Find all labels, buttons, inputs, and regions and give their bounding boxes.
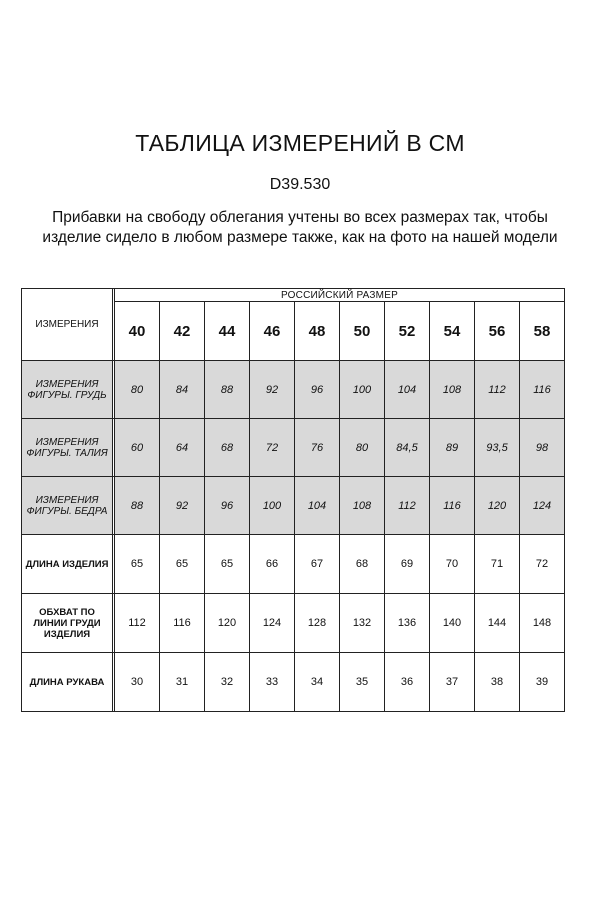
table-cell: 65 (115, 535, 160, 594)
table-cell: 65 (160, 535, 205, 594)
fit-note (0, 208, 600, 248)
table-cell: 124 (250, 594, 295, 653)
table-cell: 68 (340, 535, 385, 594)
row-label: ИЗМЕРЕНИЯ ФИГУРЫ. ТАЛИЯ (21, 419, 113, 477)
table-cell: 108 (340, 477, 385, 535)
size-header-50: 50 (340, 302, 385, 361)
row-label: ИЗМЕРЕНИЯ ФИГУРЫ. ГРУДЬ (21, 361, 113, 419)
row-label: ДЛИНА РУКАВА (21, 653, 113, 712)
table-cell: 104 (385, 361, 430, 419)
table-cell: 120 (205, 594, 250, 653)
table-cell: 66 (250, 535, 295, 594)
table-cell: 64 (160, 419, 205, 477)
table-cell: 68 (205, 419, 250, 477)
table-cell: 132 (340, 594, 385, 653)
table-row (21, 477, 565, 535)
table-cell: 31 (160, 653, 205, 712)
table-cell: 112 (385, 477, 430, 535)
table-cell: 37 (430, 653, 475, 712)
size-header-54: 54 (430, 302, 475, 361)
table-cell: 93,5 (475, 419, 520, 477)
table-cell: 71 (475, 535, 520, 594)
table-cell: 116 (430, 477, 475, 535)
table-cell: 116 (520, 361, 565, 419)
size-header-56: 56 (475, 302, 520, 361)
size-header-40: 40 (115, 302, 160, 361)
table-cell: 84 (160, 361, 205, 419)
table-cell: 70 (430, 535, 475, 594)
table-cell: 112 (115, 594, 160, 653)
table-cell: 30 (115, 653, 160, 712)
table-cell: 35 (340, 653, 385, 712)
table-cell: 65 (205, 535, 250, 594)
product-code: D39.530 (269, 176, 331, 193)
table-cell: 88 (115, 477, 160, 535)
page-title: ТАБЛИЦА ИЗМЕРЕНИЙ В СМ (135, 130, 465, 156)
size-header-52: 52 (385, 302, 430, 361)
table-cell: 96 (205, 477, 250, 535)
row-label: ОБХВАТ ПО ЛИНИИ ГРУДИ ИЗДЕЛИЯ (21, 594, 113, 653)
size-header-46: 46 (250, 302, 295, 361)
table-cell: 76 (295, 419, 340, 477)
table-cell: 36 (385, 653, 430, 712)
table-cell: 98 (520, 419, 565, 477)
table-cell: 100 (250, 477, 295, 535)
table-cell: 116 (160, 594, 205, 653)
table-cell: 96 (295, 361, 340, 419)
header-measurements-label: ИЗМЕРЕНИЯ (21, 288, 113, 361)
table-cell: 60 (115, 419, 160, 477)
size-header-44: 44 (205, 302, 250, 361)
table-cell: 67 (295, 535, 340, 594)
size-header-42: 42 (160, 302, 205, 361)
table-row (21, 419, 565, 477)
fit-note-line: изделие сидело в любом размере также, как на фото на нашей модели (42, 229, 558, 246)
size-header-58: 58 (520, 302, 565, 361)
table-cell: 144 (475, 594, 520, 653)
table-cell: 69 (385, 535, 430, 594)
table-cell: 92 (250, 361, 295, 419)
table-cell: 92 (160, 477, 205, 535)
size-table (21, 288, 565, 712)
table-row (21, 653, 565, 712)
table-cell: 34 (295, 653, 340, 712)
table-cell: 33 (250, 653, 295, 712)
table-cell: 80 (340, 419, 385, 477)
table-row (21, 361, 565, 419)
table-cell: 128 (295, 594, 340, 653)
table-cell: 88 (205, 361, 250, 419)
table-cell: 39 (520, 653, 565, 712)
table-cell: 140 (430, 594, 475, 653)
table-cell: 100 (340, 361, 385, 419)
russian-size-header: РОССИЙСКИЙ РАЗМЕР (115, 288, 565, 302)
table-cell: 84,5 (385, 419, 430, 477)
table-row (21, 594, 565, 653)
table-cell: 148 (520, 594, 565, 653)
table-cell: 89 (430, 419, 475, 477)
table-cell: 136 (385, 594, 430, 653)
table-cell: 108 (430, 361, 475, 419)
table-cell: 80 (115, 361, 160, 419)
table-cell: 72 (520, 535, 565, 594)
table-cell: 112 (475, 361, 520, 419)
table-cell: 120 (475, 477, 520, 535)
table-cell: 38 (475, 653, 520, 712)
fit-note-line: Прибавки на свободу облегания учтены во всех размерах так, чтобы (52, 209, 548, 226)
table-cell: 104 (295, 477, 340, 535)
row-label: ИЗМЕРЕНИЯ ФИГУРЫ. БЕДРА (21, 477, 113, 535)
table-row (21, 535, 565, 594)
row-label: ДЛИНА ИЗДЕЛИЯ (21, 535, 113, 594)
size-header-48: 48 (295, 302, 340, 361)
table-cell: 124 (520, 477, 565, 535)
table-cell: 32 (205, 653, 250, 712)
table-cell: 72 (250, 419, 295, 477)
